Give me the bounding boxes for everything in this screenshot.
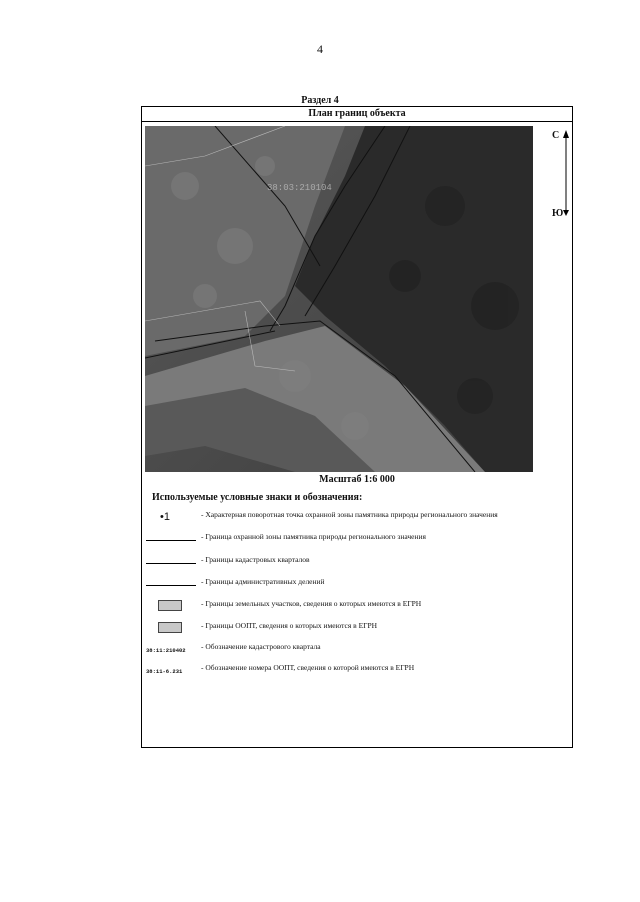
line-symbol [146,540,196,541]
legend-text: - Границы кадастровых кварталов [201,555,310,564]
legend-item-quarter-label [146,640,566,658]
legend-text: - Границы административных делений [201,577,325,586]
plan-title: План границ объекта [141,108,573,122]
south-label: Ю [552,208,564,219]
legend-item-protected-zone-border [146,530,566,548]
oopt-swatch [158,622,182,633]
legend-item-admin-border [146,575,566,593]
legend-text: - Границы ООПТ, сведения о которых имеются в ЕГРН [201,621,378,630]
legend-item-oopt-number [146,661,566,679]
legend-text: - Характерная поворотная точка охранной зоны памятника природы регионального значения [201,510,498,519]
legend-item-turn-point [146,508,566,526]
north-label: С [552,130,560,141]
satellite-map [145,126,533,472]
north-arrow [548,130,578,222]
section-title: Раздел 4 [301,95,339,106]
legend-text: - Граница охранной зоны памятника природы регионального значения [201,532,426,541]
legend-text: - Обозначение номера ООПТ, сведения о которой имеются в ЕГРН [201,663,415,672]
legend-text: - Обозначение кадастрового квартала [201,642,321,651]
legend-item-land-plots [146,597,566,615]
map-quarter-label: 38:03:210104 [267,183,332,193]
map-scale: Масштаб 1:6 000 [319,474,395,485]
legend-item-cadastral-quarter-border [146,553,566,571]
legend-item-oopt [146,619,566,637]
turn-point-symbol: •1 [160,511,170,523]
land-plot-swatch [158,600,182,611]
quarter-code-sample: 38:11:210402 [146,647,186,654]
legend-title: Используемые условные знаки и обозначения: [152,492,363,503]
line-symbol [146,563,196,564]
oopt-code-sample: 38:11-6.231 [146,668,183,675]
line-symbol [146,585,196,586]
legend-text: - Границы земельных участков, сведения о которых имеются в ЕГРН [201,599,422,608]
page-number: 4 [317,42,323,56]
